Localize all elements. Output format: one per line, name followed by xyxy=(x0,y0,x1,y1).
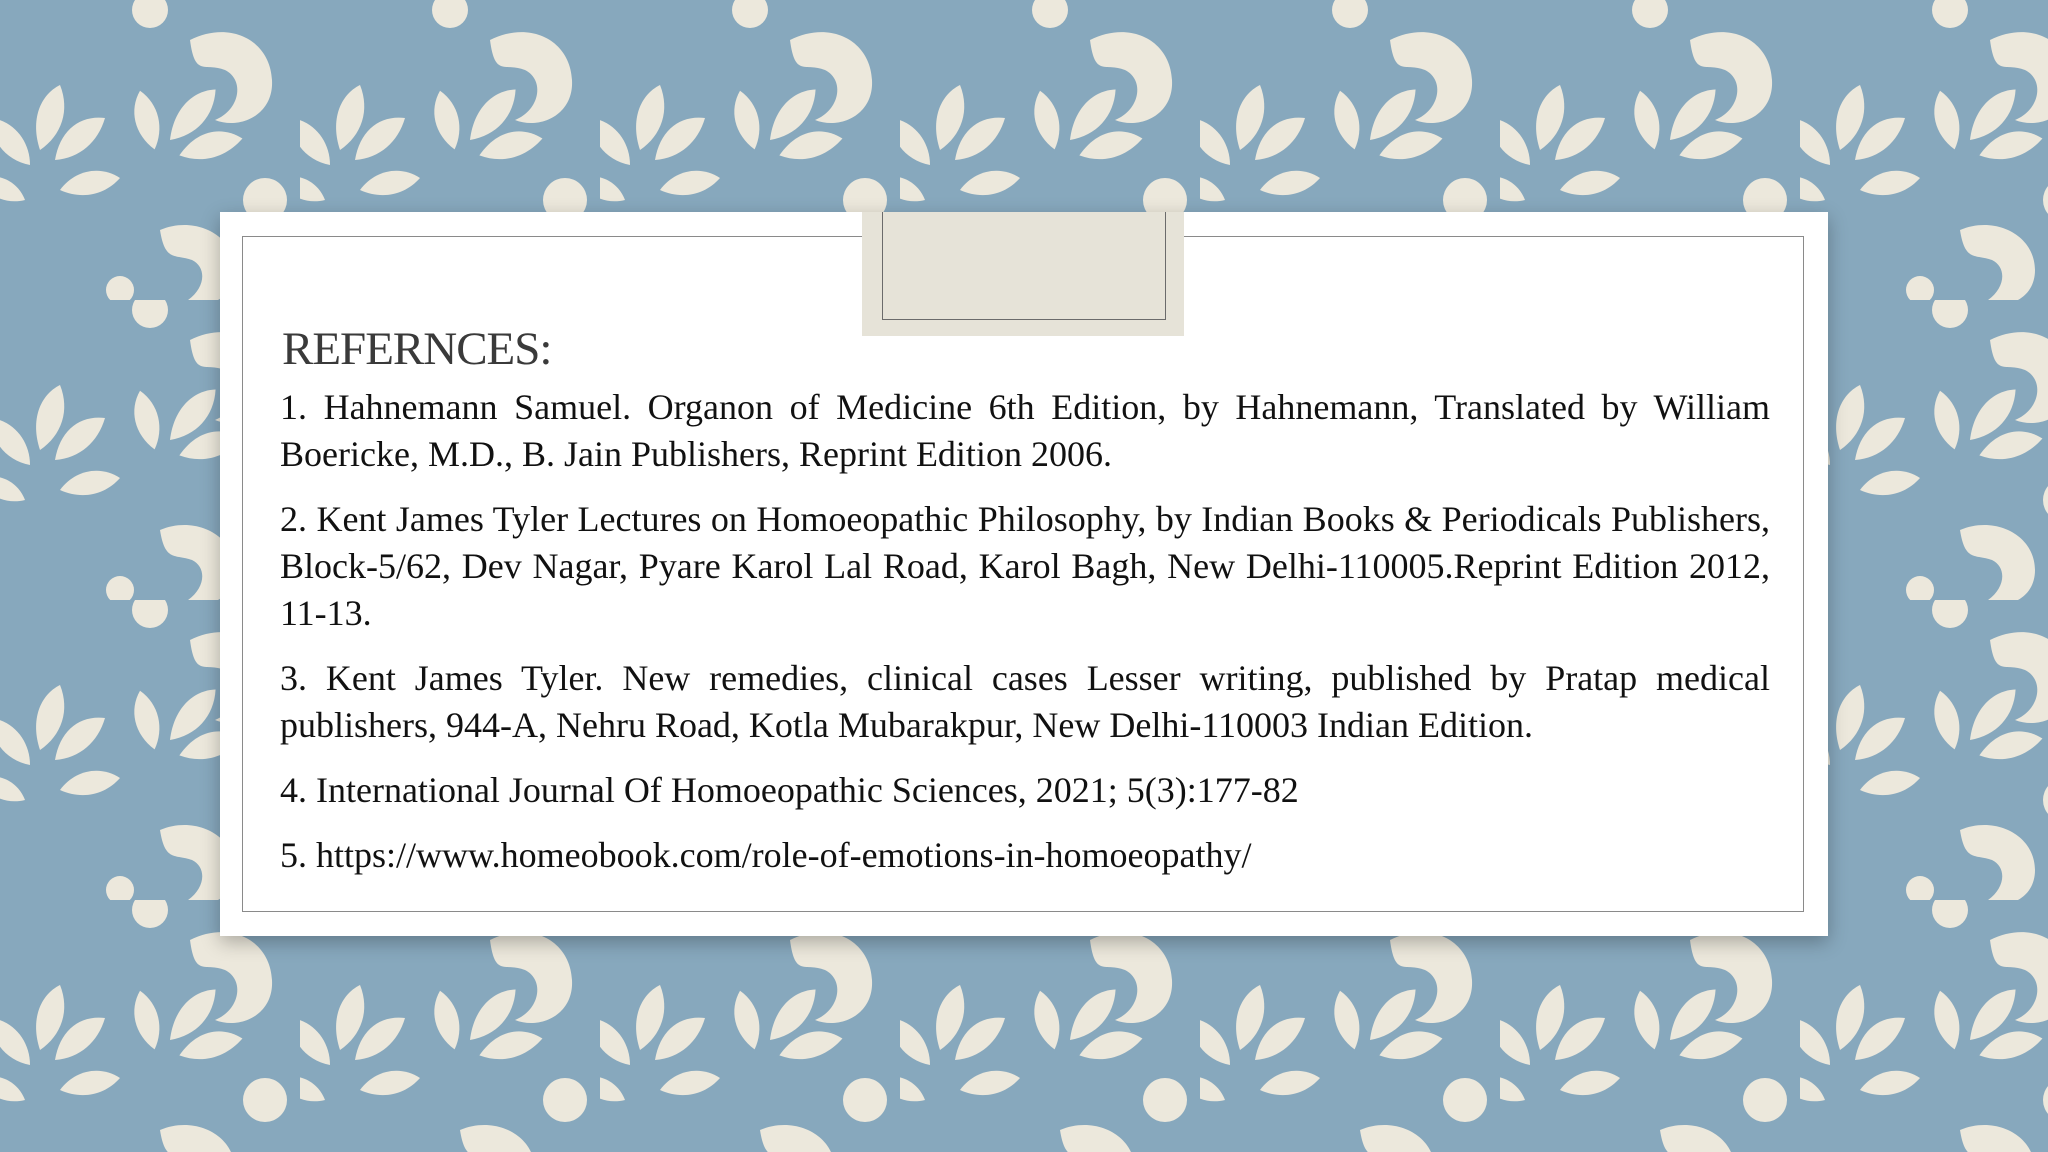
reference-item-2: 2. Kent James Tyler Lectures on Homoeopathic Philosophy, by Indian Books & Periodicals Publishers, Block-5/62, Dev Nagar, Pyare Karol Lal Road, Karol Bagh, New Delhi-110005.Reprint Edition 2012, 11-13. xyxy=(280,499,1770,633)
reference-item-3: 3. Kent James Tyler. New remedies, clinical cases Lesser writing, published by Pratap medical publishers, 944-A, Nehru Road, Kotla Mubarakpur, New Delhi-110003 Indian Edition. xyxy=(280,658,1770,745)
title-tab-decoration xyxy=(862,212,1184,336)
slide-card xyxy=(220,212,1828,936)
reference-list xyxy=(280,384,1770,897)
reference-item-4: 4. International Journal Of Homoeopathic Sciences, 2021; 5(3):177-82 xyxy=(280,770,1299,810)
reference-item-5: 5. https://www.homeobook.com/role-of-emotions-in-homoeopathy/ xyxy=(280,835,1252,875)
title-tab-inner-frame xyxy=(882,212,1166,320)
slide-heading: REFERNCES: xyxy=(282,323,552,375)
reference-item-1: 1. Hahnemann Samuel. Organon of Medicine 6th Edition, by Hahnemann, Translated by William Boericke, M.D., B. Jain Publishers, Reprint Edition 2006. xyxy=(280,387,1770,474)
